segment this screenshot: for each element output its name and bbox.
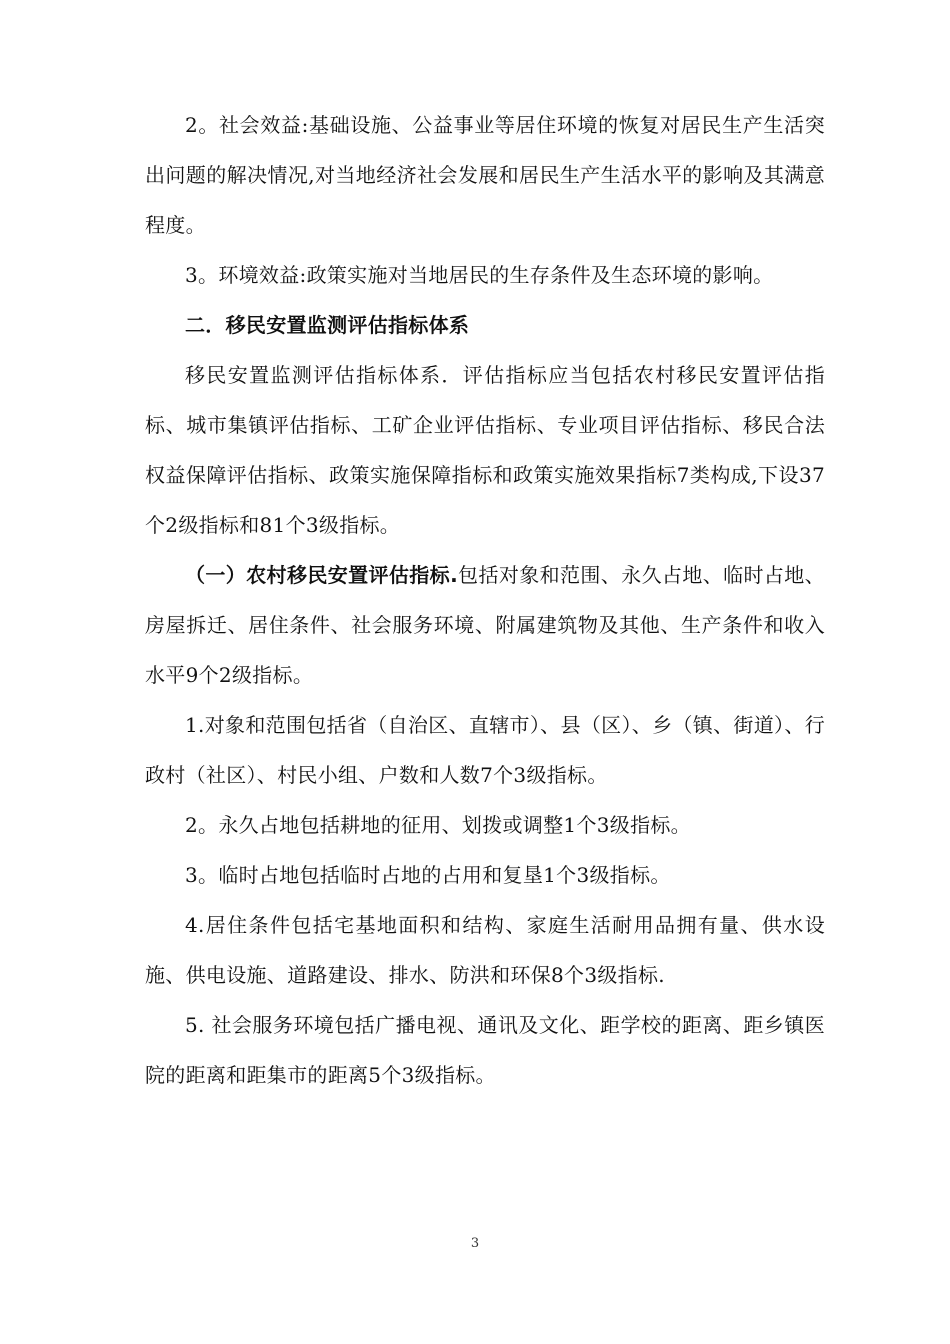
document-body (145, 100, 825, 1100)
page-number: 3 (470, 1236, 480, 1251)
paragraph-social-services: 5. 社会服务环境包括广播电视、通讯及文化、距学校的距离、距乡镇医院的距离和距集市的距离5个3级指标。 (145, 1013, 825, 1087)
paragraph-permanent-land: 2。永久占地包括耕地的征用、划拨或调整1个3级指标。 (185, 813, 691, 837)
paragraph-rural-indicators (145, 550, 825, 700)
rural-indicators-text: 包括对象和范围、永久占地、临时占地、房屋拆迁、居住条件、社会服务环境、附属建筑物及其他、生产条件和收入水平9个2级指标。 (145, 563, 825, 687)
rural-indicators-lead: （一）农村移民安置评估指标. (185, 563, 458, 587)
paragraph-indicator-system: 移民安置监测评估指标体系．评估指标应当包括农村移民安置评估指标、城市集镇评估指标、工矿企业评估指标、专业项目评估指标、移民合法权益保障评估指标、政策实施保障指标和政策实施效果指标7类构成,下设37个2级指标和81个3级指标。 (145, 363, 825, 537)
paragraph-environmental-benefit: 3。环境效益:政策实施对当地居民的生存条件及生态环境的影响。 (185, 263, 774, 287)
paragraph-temporary-land: 3。临时占地包括临时占地的占用和复垦1个3级指标。 (185, 863, 671, 887)
paragraph-social-benefit: 2。社会效益:基础设施、公益事业等居住环境的恢复对居民生产生活突出问题的解决情况,对当地经济社会发展和居民生产生活水平的影响及其满意程度。 (145, 113, 825, 237)
paragraph-object-scope: 1.对象和范围包括省（自治区、直辖市）、县（区）、乡（镇、街道）、行政村（社区）、村民小组、户数和人数7个3级指标。 (145, 713, 825, 787)
section-heading: 二．移民安置监测评估指标体系 (185, 313, 470, 337)
paragraph-living-conditions: 4.居住条件包括宅基地面积和结构、家庭生活耐用品拥有量、供水设施、供电设施、道路建设、排水、防洪和环保8个3级指标. (145, 913, 825, 987)
